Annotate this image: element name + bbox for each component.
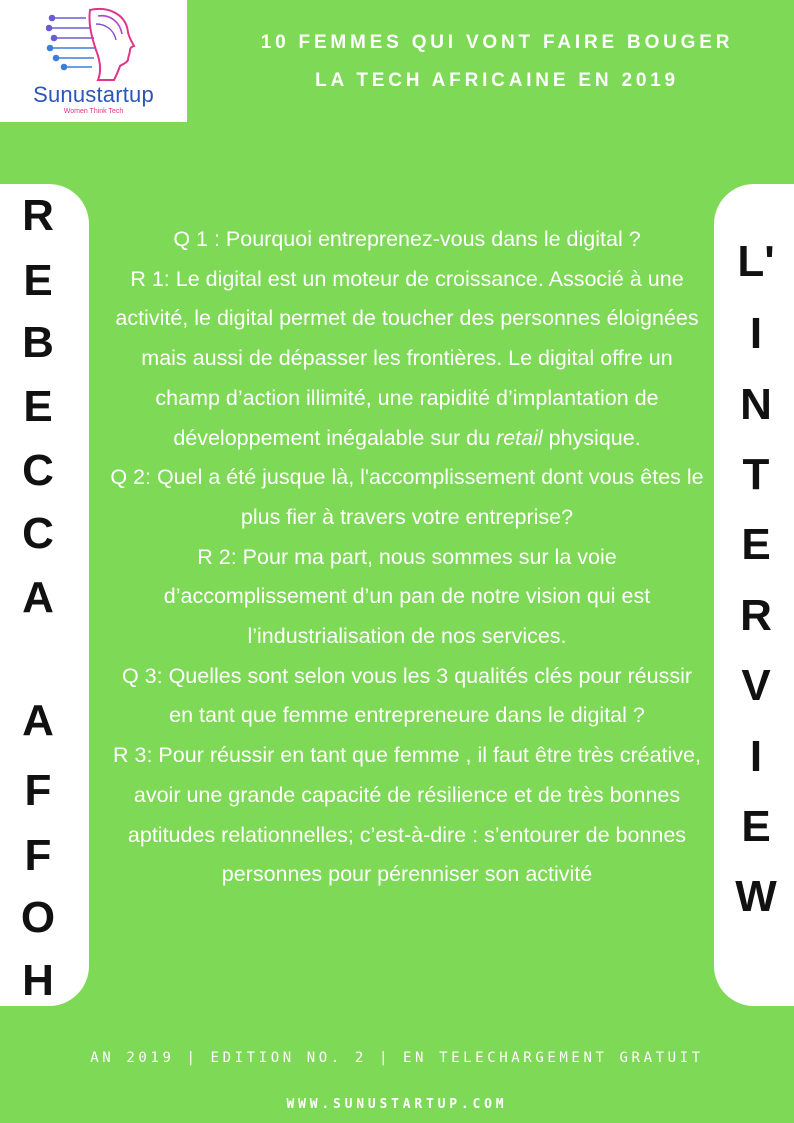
name-letter: E: [23, 382, 53, 431]
right-interview-card: [714, 184, 794, 1006]
name-letter: B: [22, 318, 54, 367]
interview-letter: W: [735, 872, 777, 921]
name-letter: A: [22, 573, 54, 622]
name-letter: F: [24, 766, 52, 815]
answer-1-end: physique.: [542, 425, 641, 450]
interview-letter: R: [740, 591, 772, 640]
name-letter: O: [20, 893, 56, 942]
answer-1-emphasis: retail: [496, 425, 543, 450]
interview-letter: L': [737, 237, 775, 286]
question-3: Q 3: Quelles sont selon vous les 3 qualités clés pour réussir en tant que femme entrepreneure dans le digital ?: [121, 663, 693, 728]
answer-2: R 2: Pour ma part, nous sommes sur la voie d’accomplissement d’un pan de notre vision qui est l’industrialisation de nos services.: [163, 544, 651, 649]
title-line-2: LA TECH AFRICAINE EN 2019: [315, 70, 679, 91]
interview-letter: I: [749, 309, 763, 358]
interview-letter: N: [740, 380, 772, 429]
edition-info: AN 2019 | EDITION NO. 2 | EN TELECHARGEMENT GRATUIT: [90, 1050, 704, 1066]
name-letter: E: [23, 256, 53, 305]
logo-name: Sunustartup: [33, 82, 154, 107]
page-title: [200, 24, 794, 100]
answer-1-text: R 1: Le digital est un moteur de croissance. Associé à une activité, le digital permet de toucher des personnes éloignées mais aussi de dépasser les frontières. Le digital offre un champ d’action illimité, une rapidité d’implantation de développement inégalable sur du: [115, 266, 699, 450]
logo-tagline: Women Think Tech: [63, 108, 124, 115]
interview-letter: E: [741, 520, 771, 569]
interview-letter: E: [741, 802, 771, 851]
question-1: Q 1 : Pourquoi entreprenez-vous dans le digital ?: [173, 227, 641, 251]
interview-letter: I: [749, 732, 763, 781]
logo-box: [0, 0, 187, 122]
answer-3: R 3: Pour réussir en tant que femme , il faut être très créative, avoir une grande capacité de résilience et de très bonnes aptitudes relationnelles; c’est-à-dire : s’entourer de bonnes personnes pour pérenniser son activité: [113, 743, 701, 887]
title-line-1: 10 FEMMES QUI VONT FAIRE BOUGER: [260, 32, 734, 53]
website-link[interactable]: WWW.SUNUSTARTUP.COM: [286, 1097, 508, 1112]
interview-letter: V: [741, 661, 771, 710]
left-name-card: [0, 184, 89, 1006]
name-letter: R: [22, 191, 54, 240]
name-letter: A: [22, 696, 54, 745]
answer-1: [110, 260, 704, 459]
circuit-woman-profile-icon: [46, 4, 142, 82]
name-letter: F: [24, 831, 52, 880]
name-letter: C: [22, 446, 54, 495]
name-letter: H: [22, 956, 54, 1005]
name-letter: C: [22, 509, 54, 558]
question-2: Q 2: Quel a été jusque là, l'accomplissement dont vous êtes le plus fier à travers votre entreprise?: [110, 465, 704, 529]
interview-text: [110, 220, 704, 895]
interview-letter: T: [742, 450, 770, 499]
